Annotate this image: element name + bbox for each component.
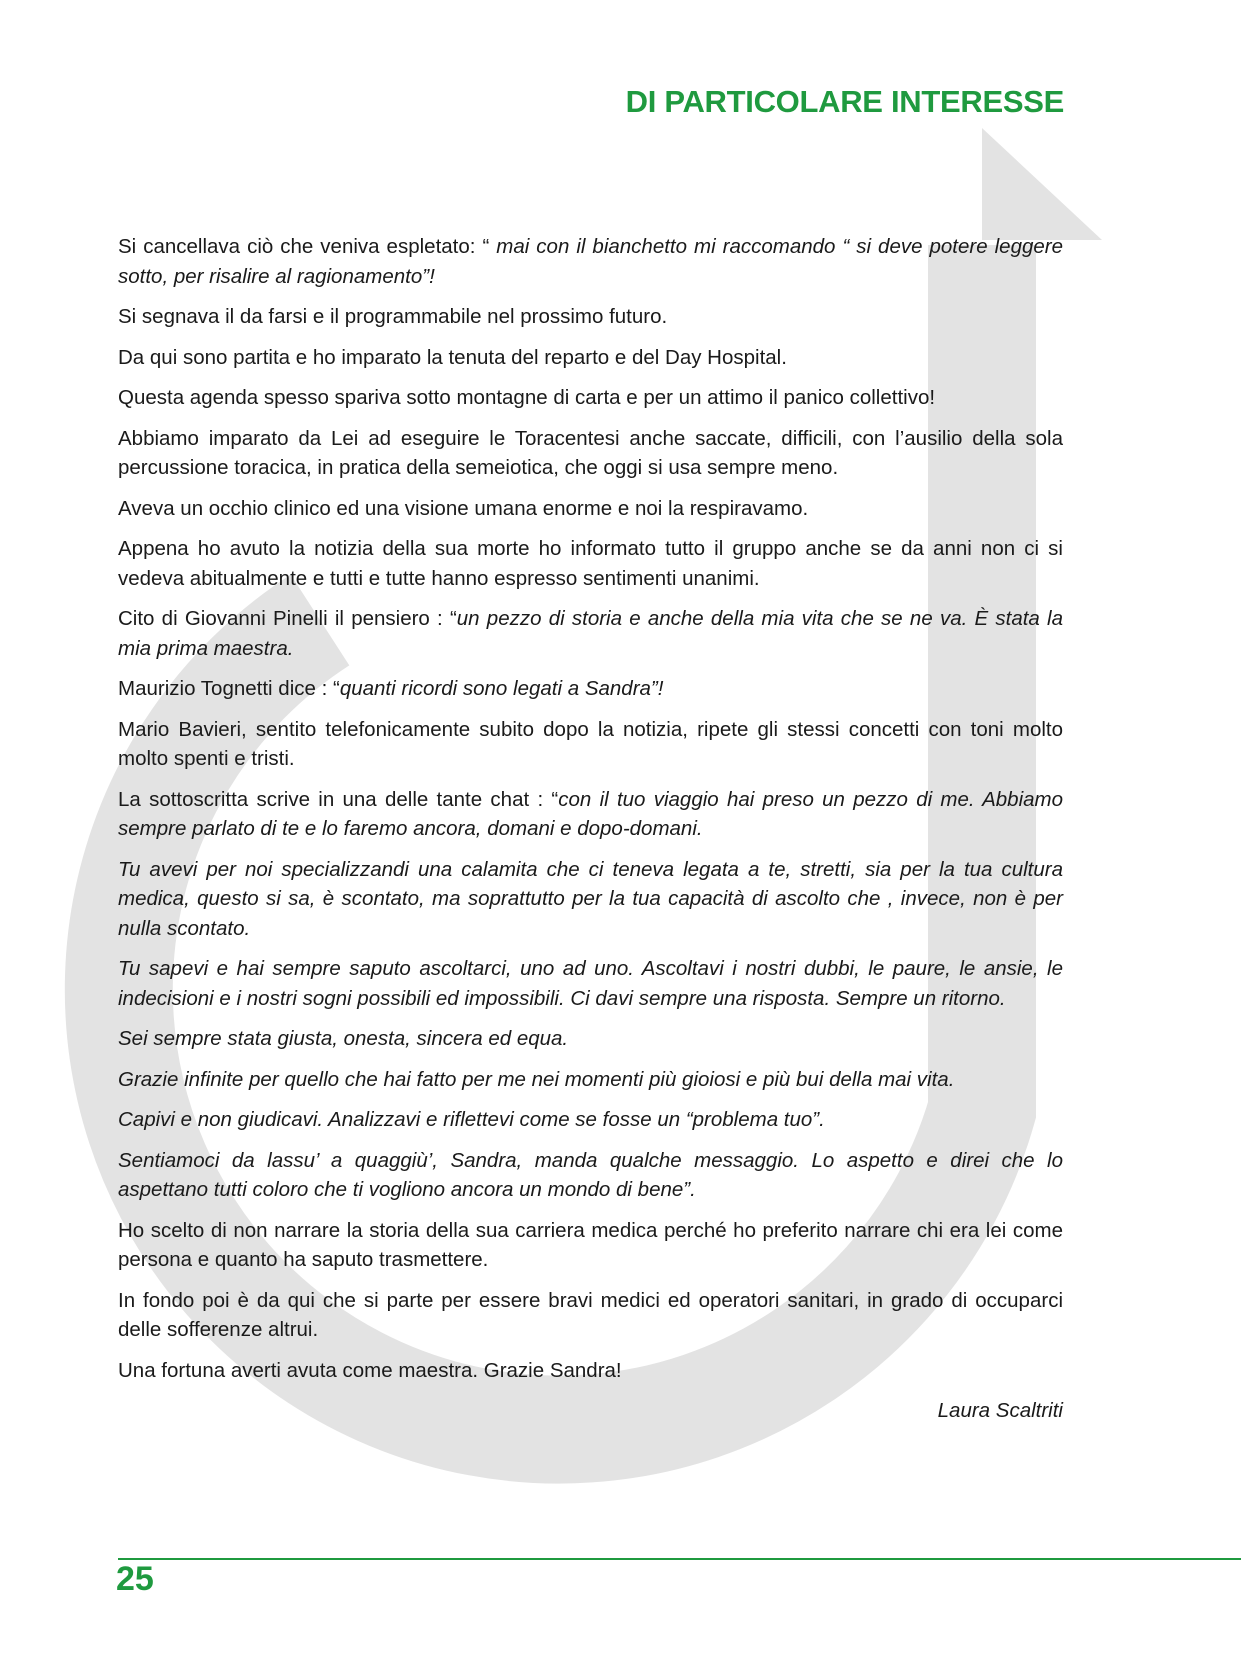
italic-text-run: Grazie infinite per quello che hai fatto per me nei momenti più gioiosi e più bui della mai vita. <box>118 1067 955 1091</box>
text-run: Questa agenda spesso spariva sotto montagne di carta e per un attimo il panico collettivo! <box>118 386 936 409</box>
italic-text-run: un pezzo di storia e anche della mia vita che se ne va. È stata la mia prima maestra. <box>118 607 1063 660</box>
page-number: 25 <box>116 1560 154 1598</box>
article-paragraph <box>118 232 1063 291</box>
italic-text-run: Sei sempre stata giusta, onesta, sincera ed equa. <box>118 1027 569 1050</box>
article-paragraph <box>118 302 1063 332</box>
text-run: Si cancellava ciò che veniva espletato: “ <box>118 235 497 258</box>
text-run: La sottoscritta scrive in una delle tante chat : “ <box>118 787 559 811</box>
text-run: Cito di Giovanni Pinelli il pensiero : “ <box>118 607 457 630</box>
text-run: Si segnava il da farsi e il programmabile nel prossimo futuro. <box>118 305 668 328</box>
article-paragraph <box>118 494 1063 524</box>
text-run: Maurizio Tognetti dice : “ <box>118 677 340 700</box>
italic-text-run: Capivi e non giudicavi. Analizzavi e riflettevi come se fosse un “problema tuo”. <box>118 1108 825 1131</box>
text-run: Una fortuna averti avuta come maestra. Grazie Sandra! <box>118 1358 622 1382</box>
paragraph-list <box>118 232 1063 1385</box>
italic-text-run: Sentiamoci da lassu’ a quaggiù’, Sandra, manda qualche messaggio. Lo aspetto e direi che lo aspettano tutti coloro che ti vogliono ancora un mondo di bene”. <box>118 1148 1063 1201</box>
text-run: In fondo poi è da qui che si parte per essere bravi medici ed operatori sanitari, in grado di occuparci delle sofferenze altrui. <box>118 1288 1063 1341</box>
article-paragraph <box>118 785 1063 844</box>
footer-divider <box>118 1558 1241 1560</box>
article-paragraph <box>118 1105 1063 1135</box>
article-paragraph <box>118 1216 1063 1275</box>
article-paragraph <box>118 1024 1063 1054</box>
text-run: Appena ho avuto la notizia della sua morte ho informato tutto il gruppo anche se da anni non ci si vedeva abitualmente e tutti e tutte hanno espresso sentimenti unanimi. <box>118 537 1063 590</box>
text-run: Aveva un occhio clinico ed una visione umana enorme e noi la respiravamo. <box>118 496 809 520</box>
article-paragraph <box>118 383 1063 413</box>
section-title: DI PARTICOLARE INTERESSE <box>625 84 1064 119</box>
article-paragraph <box>118 954 1063 1013</box>
italic-text-run: Tu sapevi e hai sempre saputo ascoltarci, uno ad uno. Ascoltavi i nostri dubbi, le paure, le ansie, le indecisioni e i nostri sogni possibili ed impossibili. Ci davi sempre una risposta. Sempre un ritorno. <box>118 957 1063 1010</box>
article-paragraph <box>118 604 1063 663</box>
article-paragraph <box>118 343 1063 373</box>
text-run: Da qui sono partita e ho imparato la tenuta del reparto e del Day Hospital. <box>118 345 787 369</box>
watermark-arrow-tip <box>982 128 1102 240</box>
italic-text-run: Tu avevi per noi specializzandi una calamita che ci teneva legata a te, stretti, sia per la tua cultura medica, questo si sa, è scontato, ma soprattutto per la tua capacità di ascolto che , invece, non è per nulla scontato. <box>118 857 1063 940</box>
article-paragraph <box>118 1065 1063 1095</box>
article-paragraph <box>118 855 1063 944</box>
article-paragraph <box>118 674 1063 704</box>
article-paragraph <box>118 715 1063 774</box>
article-body <box>118 232 1063 1426</box>
text-run: Mario Bavieri, sentito telefonicamente subito dopo la notizia, ripete gli stessi concetti con toni molto molto spenti e tristi. <box>118 717 1063 770</box>
text-run: Abbiamo imparato da Lei ad eseguire le Toracentesi anche saccate, difficili, con l’ausilio della sola percussione toracica, in pratica della semeiotica, che oggi si usa sempre meno. <box>118 426 1063 479</box>
article-paragraph <box>118 1286 1063 1345</box>
italic-text-run: quanti ricordi sono legati a Sandra”! <box>339 677 664 700</box>
article-paragraph <box>118 534 1063 593</box>
article-paragraph <box>118 424 1063 483</box>
article-paragraph <box>118 1356 1063 1386</box>
article-paragraph <box>118 1146 1063 1205</box>
italic-text-run: con il tuo viaggio hai preso un pezzo di me. Abbiamo sempre parlato di te e lo faremo ancora, domani e dopo-domani. <box>118 787 1064 840</box>
italic-text-run: mai con il bianchetto mi raccomando “ si deve potere leggere sotto, per risalire al ragionamento”! <box>118 235 1063 288</box>
author-signature: Laura Scaltriti <box>937 1399 1063 1422</box>
text-run: Ho scelto di non narrare la storia della sua carriera medica perché ho preferito narrare chi era lei come persona e quanto ha saputo trasmettere. <box>118 1218 1063 1271</box>
